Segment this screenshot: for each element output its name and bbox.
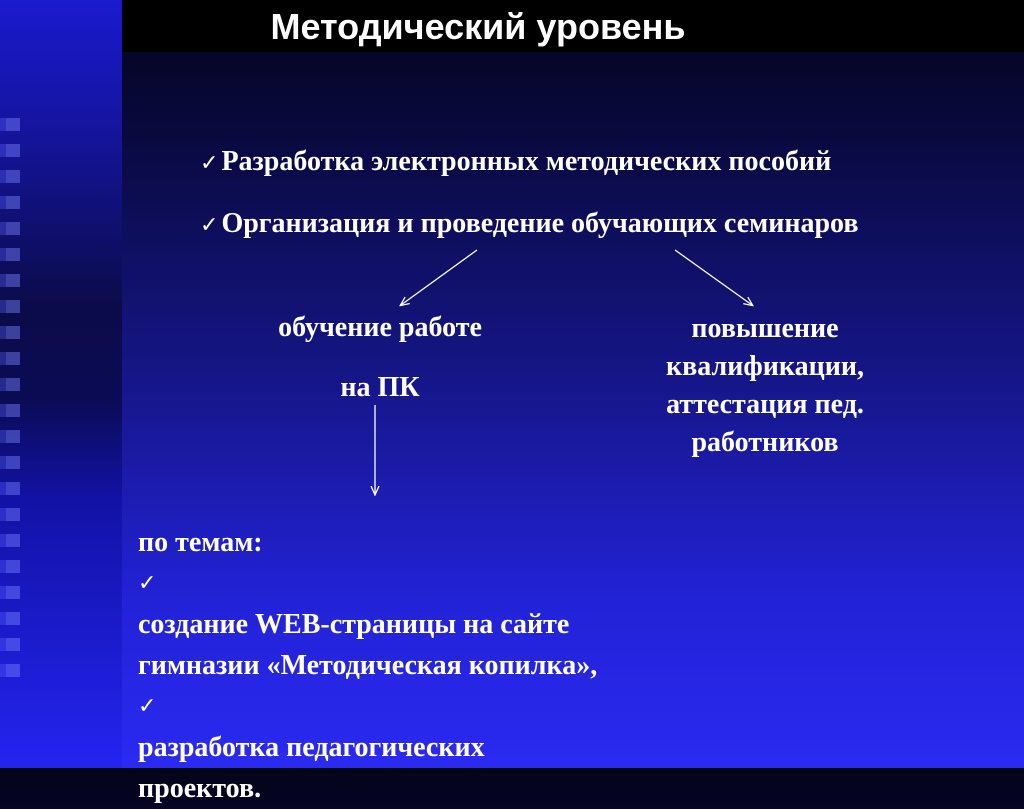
node-line: обучение работе [278,312,482,343]
node-line: квалификации, [666,351,864,382]
topic-item-web-cont: гимназии «Методическая копилка», [138,650,598,681]
node-pc-training [240,310,520,406]
check-icon: ✓ [138,571,157,596]
bullet-text: Организация и проведение обучающих семинаров [221,208,859,239]
check-icon: ✓ [200,151,219,176]
node-line: работников [691,427,839,458]
check-icon: ✓ [200,213,219,238]
topics-block [138,522,778,809]
node-line: повышение [691,313,839,344]
node-line: аттестация пед. [666,389,864,420]
node-line: на ПК [340,372,420,403]
check-icon: ✓ [138,694,157,719]
arrow-to-qualification [675,250,752,305]
topic-item-projects-cont: проектов. [138,773,262,804]
topic-item-web: ✓ создание WEB-страницы на сайте [138,563,778,645]
topic-item-projects: ✓ разработка педагогических [138,686,778,768]
arrow-to-pc-training [401,250,477,305]
slide-title: Методический уровень [270,6,686,47]
topics-heading: по темам: [138,527,263,558]
node-qualification [620,310,910,462]
bullet-text: Разработка электронных методических пособий [221,146,832,177]
